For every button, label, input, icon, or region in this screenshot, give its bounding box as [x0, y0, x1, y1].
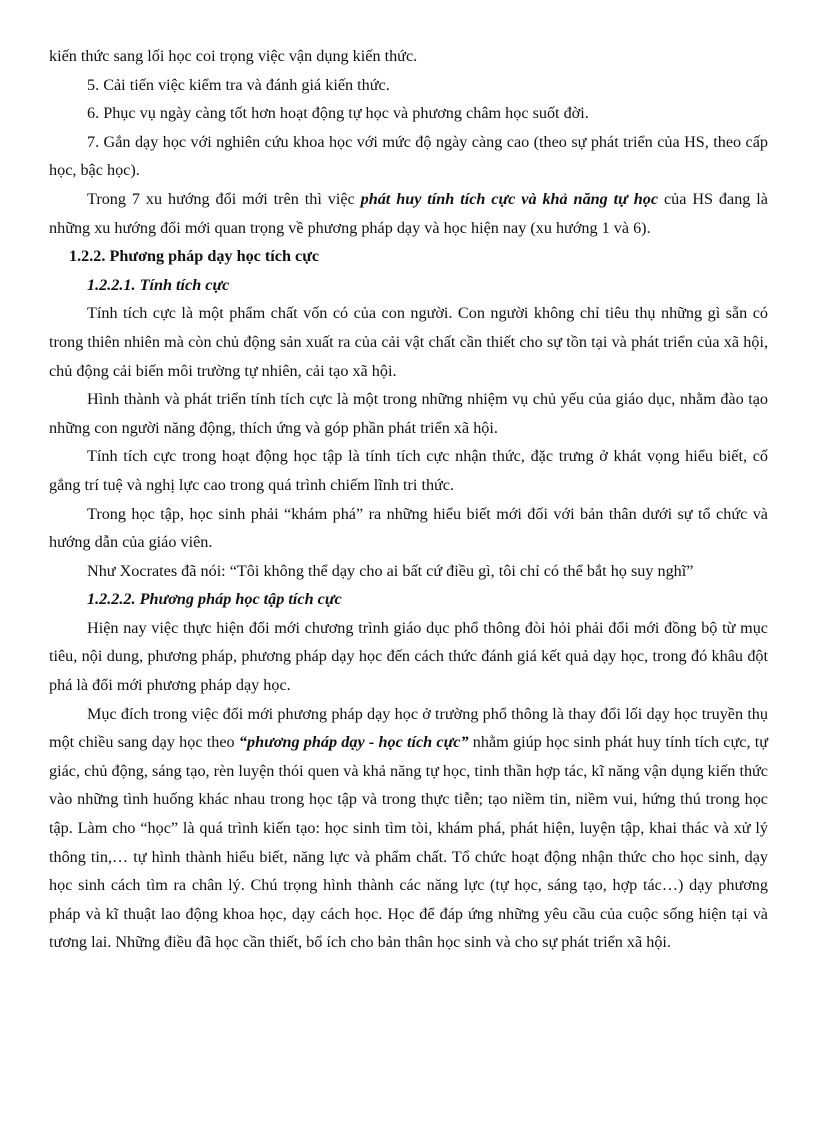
paragraph: Tính tích cực là một phẩm chất vốn có của con người. Con người không chỉ tiêu thụ những gì sẵn có trong thiên nhiên mà còn chủ động sản xuất ra của cải vật chất cần thiết cho sự tồn tại và phát triển của xã hội, chủ động cải biến môi trường tự nhiên, cải tạo xã hội.: [49, 304, 768, 380]
paragraph-quote: Như Xocrates đã nói: “Tôi không thể dạy cho ai bất cứ điều gì, tôi chỉ có thể bắt họ suy nghĩ”: [87, 561, 694, 580]
paragraph: Hình thành và phát triển tính tích cực là một trong những nhiệm vụ chủ yếu của giáo dục, nhằm đào tạo những con người năng động, thích ứng và góp phần phát triển xã hội.: [49, 390, 768, 437]
text-run: Mục đích trong việc đổi mới phương pháp dạy học ở trường phổ thông là thay đổi lối dạy học truyền thụ một chiều sang dạy học theo: [49, 704, 768, 752]
section-heading-1-2-2: 1.2.2. Phương pháp dạy học tích cực: [69, 247, 320, 266]
list-item-7: 7. Gắn dạy học với nghiên cứu khoa học với mức độ ngày càng cao (theo sự phát triển của HS, theo cấp học, bậc học).: [49, 132, 768, 180]
subsection-heading-1-2-2-2: 1.2.2.2. Phương pháp học tập tích cực: [87, 590, 342, 609]
paragraph: Trong học tập, học sinh phải “khám phá” ra những hiểu biết mới đối với bản thân dưới sự tổ chức và hướng dẫn của giáo viên.: [49, 504, 768, 552]
text-run: của HS đang là những xu hướng đổi mới quan trọng về phương pháp dạy và học hiện nay (xu hướng 1 và 6).: [49, 189, 768, 237]
paragraph: Hiện nay việc thực hiện đổi mới chương trình giáo dục phổ thông đòi hỏi phải đổi mới đồng bộ từ mục tiêu, nội dung, phương pháp, phương pháp dạy học đến cách thức đánh giá kết quả dạy học, trong đó khâu đột phá là đổi mới phương pháp dạy học.: [49, 618, 768, 695]
paragraph-purpose: [49, 700, 768, 957]
paragraph: Tính tích cực trong hoạt động học tập là tính tích cực nhận thức, đặc trưng ở khát vọng hiểu biết, cố gắng trí tuệ và nghị lực cao trong quá trình chiếm lĩnh tri thức.: [49, 447, 768, 494]
subsection-heading-1-2-2-1: 1.2.2.1. Tính tích cực: [87, 275, 230, 294]
paragraph-trends-summary: [49, 185, 768, 242]
text-run: nhằm giúp học sinh phát huy tính tích cực, tự giác, chủ động, sáng tạo, rèn luyện thói quen và khả năng tự học, tinh thần hợp tác, kĩ năng vận dụng kiến thức vào những tình huống khác nhau trong học tập và trong thực tiễn; tạo niềm tin, niềm vui, hứng thú trong học tập. Làm cho “học” là quá trình kiến tạo: học sinh tìm tòi, khám phá, phát hiện, luyện tập, khai thác và xử lý thông tin,… tự hình thành hiểu biết, năng lực và phẩm chất. Tổ chức hoạt động nhận thức cho học sinh, dạy học sinh cách tìm ra chân lý. Chú trọng hình thành các năng lực (tự học, sáng tạo, hợp tác…) dạy phương pháp và kĩ thuật lao động khoa học, dạy cách học. Học để đáp ứng những yêu cầu của cuộc sống hiện tại và tương lai. Những điều đã học cần thiết, bổ ích cho bản thân học sinh và cho sự phát triển xã hội.: [49, 733, 768, 952]
list-item-5: 5. Cải tiến việc kiểm tra và đánh giá kiến thức.: [87, 75, 390, 94]
emphasis-text: “phương pháp dạy - học tích cực”: [238, 733, 469, 752]
list-item-6: 6. Phục vụ ngày càng tốt hơn hoạt động tự học và phương châm học suốt đời.: [87, 104, 589, 123]
text-run: Trong 7 xu hướng đổi mới trên thì việc: [87, 189, 361, 208]
emphasis-text: phát huy tính tích cực và khả năng tự học: [360, 189, 659, 208]
paragraph-continuation: kiến thức sang lối học coi trọng việc vận dụng kiến thức.: [49, 47, 418, 65]
